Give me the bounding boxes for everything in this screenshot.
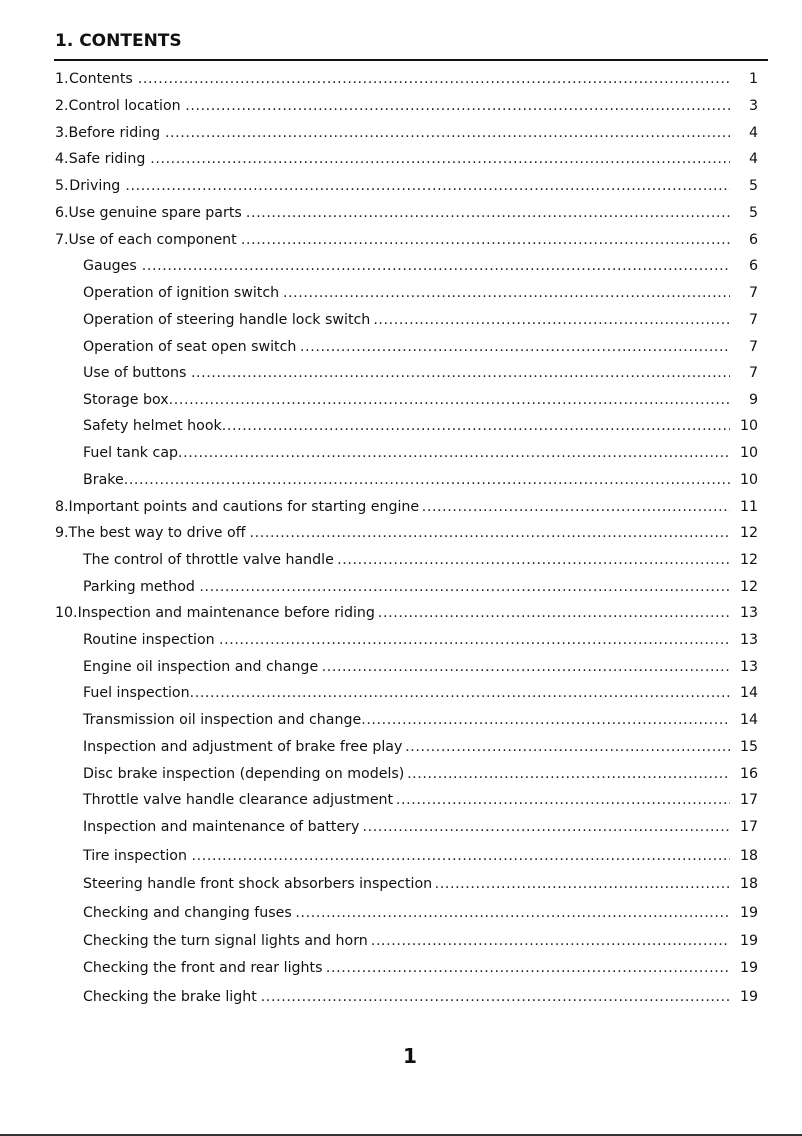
entry-label: Checking the turn signal lights and horn <box>83 933 368 949</box>
entry-number: 2. <box>55 98 69 114</box>
dot-leader <box>371 933 730 949</box>
entry-page: 10 <box>739 418 758 434</box>
dot-leader <box>190 685 730 701</box>
entry-label: Inspection and maintenance of battery <box>83 819 360 835</box>
toc-entry-ignition-switch[interactable] <box>83 285 758 305</box>
entry-page: 10 <box>739 472 758 488</box>
entry-page: 16 <box>739 766 758 782</box>
entry-page: 14 <box>739 685 758 701</box>
entry-label: Steering handle front shock absorbers inspection <box>83 876 433 892</box>
dot-leader <box>142 258 730 274</box>
toc-entry-genuine-spare-parts[interactable] <box>55 205 758 225</box>
dot-leader <box>246 205 730 221</box>
entry-label: Storage box <box>83 392 169 408</box>
dot-leader <box>191 365 730 381</box>
entry-page: 12 <box>739 579 758 595</box>
toc-entry-safe-riding[interactable] <box>55 151 758 171</box>
entry-page: 7 <box>748 339 758 355</box>
entry-label: Driving <box>69 178 121 194</box>
toc-entry-turn-signals-horn[interactable] <box>83 933 758 953</box>
dot-leader <box>125 178 730 194</box>
entry-label: Use genuine spare parts <box>68 205 242 221</box>
entry-page: 12 <box>739 525 758 541</box>
toc-entry-parking-method[interactable] <box>83 579 758 599</box>
entry-label: Operation of ignition switch <box>83 285 280 301</box>
toc-entry-engine-oil[interactable] <box>83 659 758 679</box>
entry-label: Control location <box>68 98 181 114</box>
dot-leader <box>378 605 730 621</box>
toc-entry-routine-inspection[interactable] <box>83 632 758 652</box>
dot-leader <box>295 905 730 921</box>
dot-leader <box>361 712 730 728</box>
entry-label: Checking the brake light <box>83 989 257 1005</box>
toc-entry-use-of-buttons[interactable] <box>83 365 758 385</box>
entry-page: 13 <box>739 659 758 675</box>
entry-number: 8. <box>55 499 69 515</box>
entry-page: 13 <box>739 605 758 621</box>
entry-page: 9 <box>748 392 758 408</box>
entry-page: 7 <box>748 312 758 328</box>
dot-leader <box>326 960 730 976</box>
dot-leader <box>435 876 730 892</box>
entry-number: 10. <box>55 605 78 621</box>
entry-label: Disc brake inspection (depending on models) <box>83 766 405 782</box>
entry-number: 9. <box>55 525 69 541</box>
dot-leader <box>322 659 730 675</box>
entry-page: 5 <box>748 205 758 221</box>
entry-label: The best way to drive off <box>68 525 246 541</box>
toc-entry-gauges[interactable] <box>83 258 758 278</box>
dot-leader <box>222 418 730 434</box>
toc-entry-fuel-inspection[interactable] <box>83 685 758 705</box>
entry-page: 6 <box>748 232 758 248</box>
entry-label: Fuel tank cap <box>83 445 179 461</box>
entry-page: 14 <box>739 712 758 728</box>
toc-entry-before-riding[interactable] <box>55 125 758 145</box>
toc-entry-inspection-maintenance[interactable] <box>55 605 758 625</box>
entry-number: 1. <box>55 71 69 87</box>
entry-label: Use of buttons <box>83 365 187 381</box>
entry-label: Safety helmet hook <box>83 418 222 434</box>
entry-page: 19 <box>739 960 758 976</box>
entry-label: Inspection and adjustment of brake free play <box>83 739 403 755</box>
toc-entry-battery[interactable] <box>83 819 758 839</box>
entry-page: 18 <box>739 848 758 864</box>
entry-page: 11 <box>739 499 758 515</box>
toc-entry-fuses[interactable] <box>83 905 758 925</box>
toc-entry-contents[interactable] <box>55 71 758 91</box>
toc-entry-driving[interactable] <box>55 178 758 198</box>
entry-label: Engine oil inspection and change <box>83 659 319 675</box>
toc-entry-control-location[interactable] <box>55 98 758 118</box>
entry-label: Throttle valve handle clearance adjustment <box>83 792 394 808</box>
entry-number: 6. <box>55 205 69 221</box>
toc-entry-throttle-control[interactable] <box>83 552 758 572</box>
entry-page: 6 <box>748 258 758 274</box>
entry-page: 10 <box>739 445 758 461</box>
entry-label: Checking the front and rear lights <box>83 960 323 976</box>
entry-number: 5. <box>55 178 69 194</box>
entry-label: Operation of seat open switch <box>83 339 297 355</box>
dot-leader <box>219 632 730 648</box>
entry-page: 17 <box>739 819 758 835</box>
entry-label: Safe riding <box>68 151 146 167</box>
entry-page: 7 <box>748 365 758 381</box>
toc-entry-storage-box[interactable] <box>83 392 758 412</box>
dot-leader <box>396 792 730 808</box>
toc-entry-fuel-tank-cap[interactable] <box>83 445 758 465</box>
page-title: 1. CONTENTS <box>55 31 182 51</box>
entry-label: Transmission oil inspection and change <box>83 712 362 728</box>
dot-leader <box>178 445 730 461</box>
toc-entry-use-of-each-component[interactable] <box>55 232 758 252</box>
toc-entry-brake[interactable] <box>83 472 758 492</box>
toc-entry-brake-free-play[interactable] <box>83 739 758 759</box>
toc-entry-safety-helmet-hook[interactable] <box>83 418 758 438</box>
entry-page: 17 <box>739 792 758 808</box>
entry-page: 3 <box>748 98 758 114</box>
dot-leader <box>261 989 730 1005</box>
toc-entry-starting-engine[interactable] <box>55 499 758 519</box>
dot-leader <box>407 766 730 782</box>
entry-label: The control of throttle valve handle <box>83 552 334 568</box>
entry-label: Operation of steering handle lock switch <box>83 312 371 328</box>
toc-entry-shock-absorbers[interactable] <box>83 876 758 896</box>
entry-page: 5 <box>748 178 758 194</box>
entry-label: Use of each component <box>68 232 237 248</box>
toc-entry-throttle-clearance[interactable] <box>83 792 758 812</box>
dot-leader <box>241 232 730 248</box>
dot-leader <box>337 552 730 568</box>
entry-label: Important points and cautions for starting engine <box>68 499 420 515</box>
entry-page: 7 <box>748 285 758 301</box>
entry-number: 7. <box>55 232 69 248</box>
dot-leader <box>165 125 730 141</box>
entry-page: 15 <box>739 739 758 755</box>
dot-leader <box>199 579 730 595</box>
entry-number: 4. <box>55 151 69 167</box>
toc-entry-seat-open-switch[interactable] <box>83 339 758 359</box>
page-number: 1 <box>403 1044 417 1068</box>
entry-label: Tire inspection <box>83 848 187 864</box>
entry-page: 4 <box>748 151 758 167</box>
entry-page: 19 <box>739 905 758 921</box>
entry-label: Inspection and maintenance before riding <box>77 605 375 621</box>
entry-page: 4 <box>748 125 758 141</box>
title-divider <box>54 59 768 61</box>
entry-label: Checking and changing fuses <box>83 905 292 921</box>
entry-label: Parking method <box>83 579 195 595</box>
dot-leader <box>300 339 730 355</box>
entry-page: 1 <box>748 71 758 87</box>
entry-label: Gauges <box>83 258 137 274</box>
toc-entry-steering-lock-switch[interactable] <box>83 312 758 332</box>
dot-leader <box>192 848 730 864</box>
entry-number: 3. <box>55 125 69 141</box>
entry-label: Fuel inspection <box>83 685 190 701</box>
dot-leader <box>124 472 730 488</box>
dot-leader <box>363 819 730 835</box>
entry-page: 19 <box>739 989 758 1005</box>
dot-leader <box>185 98 730 114</box>
dot-leader <box>422 499 730 515</box>
dot-leader <box>283 285 730 301</box>
dot-leader <box>169 392 730 408</box>
entry-page: 18 <box>739 876 758 892</box>
dot-leader <box>250 525 730 541</box>
toc-entry-brake-light[interactable] <box>83 989 758 1009</box>
toc-entry-front-rear-lights[interactable] <box>83 960 758 980</box>
toc-entry-disc-brake[interactable] <box>83 766 758 786</box>
entry-label: Contents <box>68 71 133 87</box>
toc-entry-tire-inspection[interactable] <box>83 848 758 868</box>
entry-label: Routine inspection <box>83 632 215 648</box>
toc-entry-drive-off[interactable] <box>55 525 758 545</box>
dot-leader <box>405 739 730 755</box>
entry-label: Brake <box>83 472 124 488</box>
dot-leader <box>150 151 730 167</box>
entry-page: 19 <box>739 933 758 949</box>
dot-leader <box>373 312 730 328</box>
entry-page: 12 <box>739 552 758 568</box>
toc-entry-transmission-oil[interactable] <box>83 712 758 732</box>
entry-label: Before riding <box>68 125 161 141</box>
dot-leader <box>138 71 730 87</box>
entry-page: 13 <box>739 632 758 648</box>
